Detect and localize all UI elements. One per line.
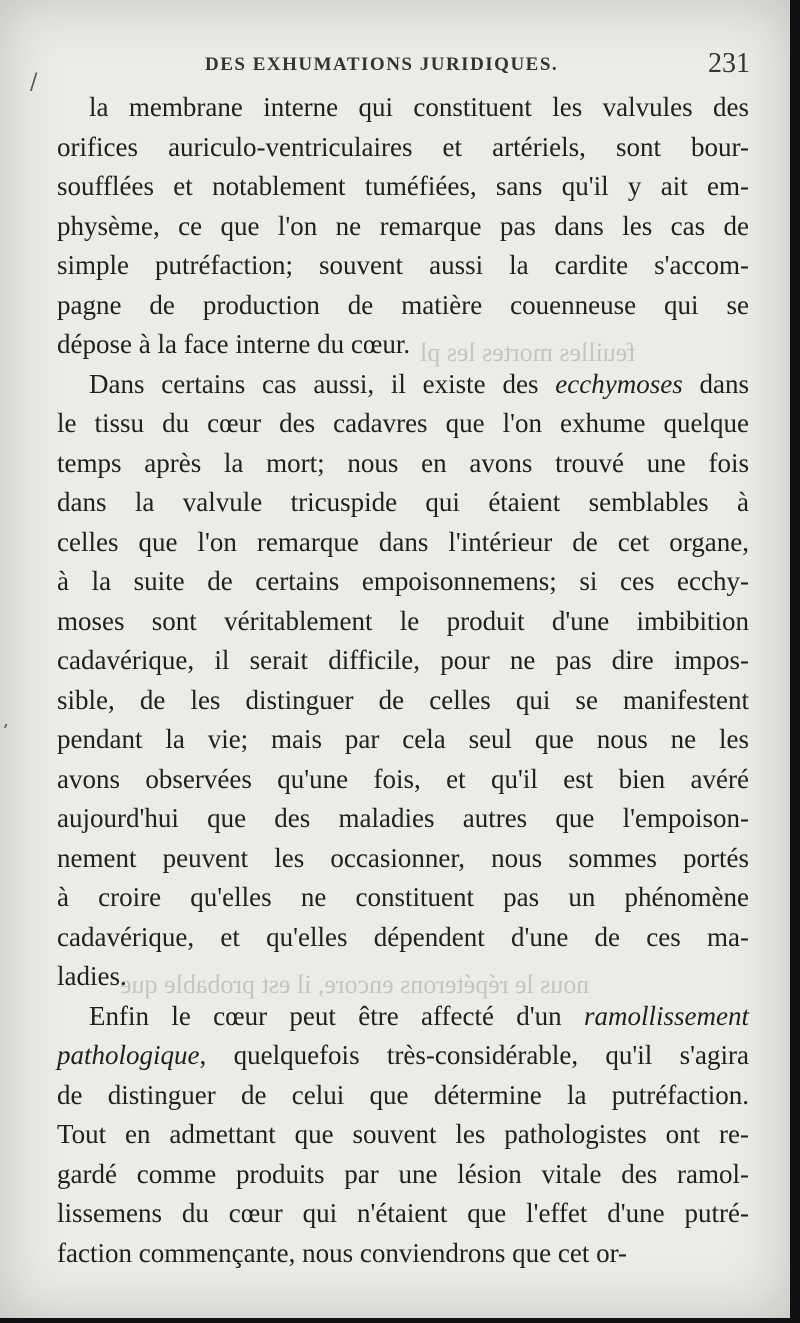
text-line bbox=[57, 839, 749, 879]
text-line bbox=[57, 799, 749, 839]
page-header bbox=[205, 48, 750, 82]
text-segment: dans bbox=[682, 368, 749, 399]
italic-term: ramollissement bbox=[584, 1000, 749, 1031]
text-line bbox=[57, 918, 749, 958]
text-line bbox=[57, 641, 749, 681]
text-line bbox=[57, 167, 749, 207]
text-line bbox=[57, 878, 749, 918]
text-line bbox=[57, 128, 749, 168]
bleed-through-text: feuilles mortes les pl bbox=[420, 338, 636, 367]
paragraph bbox=[57, 365, 749, 997]
text-segment: physème, ce que l'on ne remarque pas dans les cas de bbox=[57, 210, 749, 241]
scan-edge-bottom bbox=[0, 1318, 800, 1323]
text-segment: celles que l'on remarque dans l'intérieur de cet organe, bbox=[57, 526, 749, 557]
text-segment: de distinguer de celui que détermine la putréfaction. bbox=[57, 1079, 749, 1110]
text-segment: lissemens du cœur qui n'étaient que l'effet d'une putré- bbox=[57, 1198, 749, 1228]
text-line bbox=[57, 365, 749, 405]
text-segment: Enfin le cœur peut être affecté d'un bbox=[89, 1000, 584, 1031]
text-line bbox=[57, 444, 749, 484]
text-segment: avons observées qu'une fois, et qu'il est bien avéré bbox=[57, 763, 749, 794]
text-segment: sible, de les distinguer de celles qui se manifestent bbox=[57, 684, 749, 715]
text-segment: le tissu du cœur des cadavres que l'on exhume quelque bbox=[57, 408, 749, 438]
text-line bbox=[57, 957, 749, 997]
text-line bbox=[57, 997, 749, 1037]
text-segment: faction commençante, nous conviendrons que cet or- bbox=[57, 1237, 628, 1268]
text-line bbox=[57, 246, 749, 286]
body-text bbox=[57, 88, 749, 1273]
text-line bbox=[57, 720, 749, 760]
page-number: 231 bbox=[708, 48, 750, 79]
text-segment: gardé comme produits par une lésion vitale des ramol- bbox=[57, 1158, 749, 1189]
text-line bbox=[57, 1036, 749, 1076]
text-line bbox=[57, 523, 749, 563]
bleed-through-text: nous le répéterons encore, il est probable que bbox=[120, 970, 590, 999]
italic-term: ecchymoses bbox=[555, 368, 683, 399]
text-segment: cadavérique, et qu'elles dépendent d'une de ces ma- bbox=[57, 921, 749, 952]
text-line bbox=[57, 207, 749, 247]
text-line bbox=[57, 404, 749, 444]
text-line bbox=[57, 286, 749, 326]
text-segment: cadavérique, il serait difficile, pour ne pas dire impos- bbox=[57, 645, 749, 675]
text-line bbox=[57, 562, 749, 602]
text-line bbox=[57, 1115, 749, 1155]
margin-mark-left: ‚ bbox=[3, 710, 9, 731]
text-segment: temps après la mort; nous en avons trouvé une fois bbox=[57, 447, 749, 478]
text-line bbox=[57, 681, 749, 721]
text-segment: à croire qu'elles ne constituent pas un phénomène bbox=[57, 882, 749, 912]
text-line bbox=[57, 88, 749, 128]
text-segment: orifices auriculo-ventriculaires et artériels, sont bour- bbox=[57, 131, 749, 162]
paragraph bbox=[57, 997, 749, 1274]
text-line bbox=[57, 1076, 749, 1116]
text-segment: , quelquefois très-considérable, qu'il s'agira bbox=[199, 1040, 749, 1070]
margin-mark-top: / bbox=[30, 70, 38, 95]
text-segment: Dans certains cas aussi, il existe des bbox=[89, 368, 556, 399]
text-segment: pagne de production de matière couenneuse qui se bbox=[57, 289, 749, 320]
text-segment: à la suite de certains empoisonnemens; si ces ecchy- bbox=[57, 566, 749, 596]
text-segment: simple putréfaction; souvent aussi la cardite s'accom- bbox=[57, 250, 749, 280]
paragraph bbox=[57, 88, 749, 365]
text-segment: pendant la vie; mais par cela seul que nous ne les bbox=[57, 724, 749, 754]
text-line bbox=[57, 760, 749, 800]
text-segment: nement peuvent les occasionner, nous sommes portés bbox=[57, 842, 749, 873]
text-segment: la membrane interne qui constituent les valvules des bbox=[89, 92, 749, 122]
scan-edge-right bbox=[790, 0, 800, 1323]
text-segment: soufflées et notablement tuméfiées, sans qu'il y ait em- bbox=[57, 171, 749, 201]
text-line bbox=[57, 1234, 749, 1274]
text-line bbox=[57, 325, 749, 365]
italic-term: pathologique bbox=[57, 1040, 200, 1070]
text-line bbox=[57, 1155, 749, 1195]
text-line bbox=[57, 483, 749, 523]
text-segment: dans la valvule tricuspide qui étaient semblables à bbox=[57, 487, 749, 517]
running-title: DES EXHUMATIONS JURIDIQUES. bbox=[205, 54, 559, 75]
text-segment: ladies. bbox=[57, 961, 127, 991]
text-segment: Tout en admettant que souvent les pathologistes ont re- bbox=[57, 1119, 749, 1149]
text-line bbox=[57, 602, 749, 642]
text-segment: dépose à la face interne du cœur. bbox=[57, 329, 411, 359]
text-segment: moses sont véritablement le produit d'une imbibition bbox=[57, 605, 749, 636]
text-segment: aujourd'hui que des maladies autres que l'empoison- bbox=[57, 803, 749, 833]
text-line bbox=[57, 1194, 749, 1234]
